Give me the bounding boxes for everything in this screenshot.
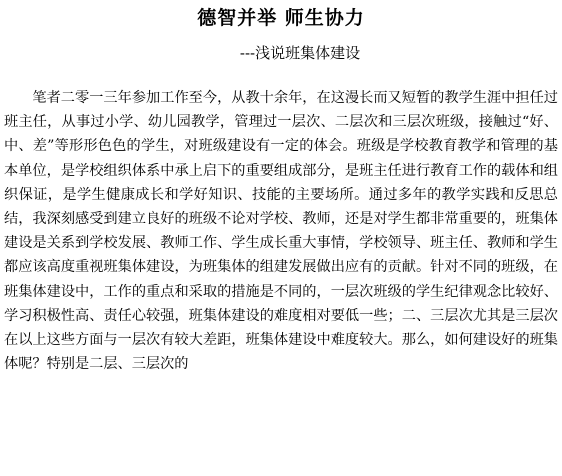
body-paragraph: 笔者二零一三年参加工作至今，从教十余年，在这漫长而又短暂的教学生涯中担任过班主任，从事过小学、幼儿园教学，管理过一层次、二层次和三层次班级，接触过“好、中、差”等形形色色的学生，对班级建设有一定的体会。班级是学校教育教学和管理的基本单位，是学校组织体系中承上启下的重要组成部分，是班主任进行教育工作的载体和组织保证，是学生健康成长和学好知识、技能的主要场所。通过多年的教学实践和反思总结，我深刻感受到建立良好的班级不论对学校、教师，还是对学生都非常重要的，班集体建设是关系到学校发展、教师工作、学生成长重大事情，学校领导、班主任、教师和学生都应该高度重视班集体建设，为班集体的组建发展做出应有的贡献。针对不同的班级，在班集体建设中，工作的重点和采取的措施是不同的，一层次班级的学生纪律观念比较好、学习积极性高、责任心较强，班集体建设的难度相对要低一些；二、三层次尤其是三层次在以上这些方面与一层次有较大差距，班集体建设中难度较大。那么，如何建设好的班集体呢？特别是二层、三层次的 — [4, 90, 558, 373]
document-subtitle: ---浅说班集体建设 — [239, 44, 361, 62]
document-title: 德智并举 师生协力 — [197, 7, 365, 29]
